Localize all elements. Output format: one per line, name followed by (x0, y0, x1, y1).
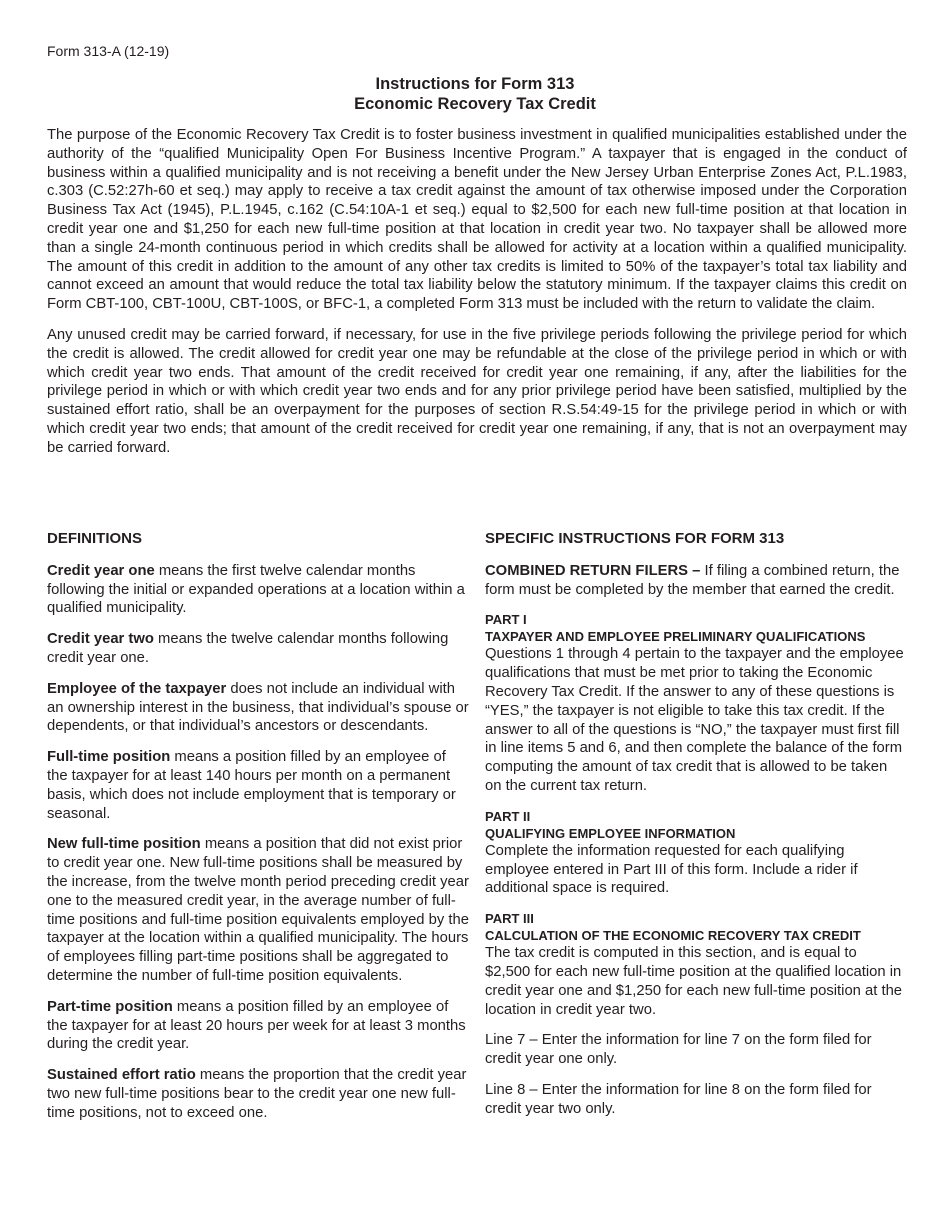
definition-text: means a position filled by an employee of the taxpayer for at least 20 hours per week for at least 3 months during the credit year. (47, 998, 466, 1053)
definition-term: Credit year one (47, 562, 155, 579)
definition-term: New full-time position (47, 836, 201, 853)
intro-paragraph-purpose: The purpose of the Economic Recovery Tax Credit is to foster business investment in qualified municipalities established under the authority of the “qualified Municipality Open For Business Incentive Program.” A taxpayer that is engaged in the conduct of business within a qualified municipality and is not receiving a benefit under the New Jersey Urban Enterprise Zones Act, P.L.1983, c.303 (C.52:27h-60 et seq.) may apply to receive a tax credit against the amount of tax otherwise imposed under the Corporation Business Tax Act (1945), P.L.1945, c.162 (C.54:10A-1 et seq.) equal to $2,500 for each new full-time position at that location in credit year one and $1,250 for each new full-time position at that location in credit year two. No taxpayer shall be allowed more than a single 24-month continuous period in which credits shall be allowed for activity at a location within a qualified municipality. The amount of this credit in addition to the amount of any other tax credits is limited to 50% of the taxpayer’s total tax liability and cannot exceed an amount that would reduce the total tax liability below the statutory minimum. If the taxpayer claims this credit on Form CBT-100, CBT-100U, CBT-100S, or BFC-1, a completed Form 313 must be included with the return to validate the claim. (47, 127, 907, 313)
definition-part-time-position (47, 998, 469, 1054)
part-1-text: Questions 1 through 4 pertain to the taxpayer and the employee qualifications that must be met prior to taking the Economic Recovery Tax Credit. If the answer to any of these questions is “YES,” the taxpayer is not eligible to take this tax credit. If the answer to all of the questions is “NO,” the taxpayer must first fill in line items 5 and 6, and then complete the balance of the form computing the amount of tax credit that is allowed to be taken on the current tax return. (485, 646, 904, 794)
definition-sustained-effort-ratio (47, 1066, 469, 1122)
definition-full-time-position (47, 748, 469, 823)
definition-term: Full-time position (47, 749, 171, 766)
document-title-block (0, 74, 950, 114)
line-7-instruction: Line 7 – Enter the information for line 7 on the form filed for credit year one only. (485, 1032, 872, 1068)
definition-term: Sustained effort ratio (47, 1067, 196, 1084)
definition-term: Part-time position (47, 998, 173, 1015)
specific-instructions-column (485, 530, 905, 1131)
combined-return-lead: COMBINED RETURN FILERS – (485, 562, 701, 579)
part-2-label: PART II (485, 808, 531, 824)
specific-instructions-heading: SPECIFIC INSTRUCTIONS FOR FORM 313 (485, 530, 785, 547)
part-3-label: PART III (485, 911, 534, 927)
definition-employee-of-taxpayer (47, 680, 469, 736)
part-3-title: CALCULATION OF THE ECONOMIC RECOVERY TAX CREDIT (485, 928, 861, 944)
page-subtitle: Economic Recovery Tax Credit (354, 95, 596, 113)
definition-text: means the proportion that the credit year two new full-time positions bear to the credit year one new full-time positions, not to exceed one. (47, 1067, 467, 1121)
part-3-text: The tax credit is computed in this section, and is equal to $2,500 for each new full-time position at the qualified location in credit year one and $1,250 for each new full-time position at the location in credit year two. (485, 945, 903, 1018)
intro-paragraph-carryforward: Any unused credit may be carried forward, if necessary, for use in the five privilege periods following the privilege period for which the credit is allowed. The credit allowed for credit year one may be refundable at the close of the privilege period in which or with which credit year two ends. That amount of the credit received for credit year one remaining, if any, after the liabilities for the privilege period in which or with which credit year two ends and for any prior privilege period have been satisfied, multiplied by the sustained effort ratio, shall be an overpayment for the purposes of section R.S.54:49-15 for the privilege period in which or with which credit year two ends; that amount of the credit received for credit year one remaining, if any, that is not an overpayment may be carried forward. (47, 326, 907, 456)
form-identifier: Form 313-A (12-19) (47, 43, 170, 59)
part-1-title: TAXPAYER AND EMPLOYEE PRELIMINARY QUALIFICATIONS (485, 629, 866, 645)
part-2-title: QUALIFYING EMPLOYEE INFORMATION (485, 825, 736, 841)
part-1-section (485, 611, 905, 795)
definition-text: means the twelve calendar months following credit year one. (47, 631, 449, 666)
page-title: Instructions for Form 313 (375, 75, 575, 93)
definition-text: means a position filled by an employee of the taxpayer for at least 140 hours per month on a permanent basis, which does not include employment that is temporary or seasonal. (47, 749, 456, 822)
definition-term: Credit year two (47, 631, 154, 648)
definition-credit-year-two (47, 630, 469, 668)
part-2-text: Complete the information requested for each qualifying employee entered in Part III of this form. Include a rider if additional space is required. (485, 842, 858, 897)
part-3-section (485, 910, 905, 1019)
definition-term: Employee of the taxpayer (47, 680, 227, 697)
definition-text: means the first twelve calendar months following the initial or expanded operations at a location within a qualified municipality. (47, 562, 465, 617)
line-8-instruction: Line 8 – Enter the information for line 8 on the form filed for credit year two only. (485, 1081, 872, 1117)
definition-new-full-time-position (47, 835, 469, 985)
part-2-section (485, 808, 905, 898)
definitions-heading: DEFINITIONS (47, 530, 143, 547)
definition-credit-year-one (47, 562, 469, 618)
definition-text: means a position that did not exist prior to credit year one. New full-time positions shall be measured by the increase, from the twelve month period preceding credit year one to the measured credit year, in the average number of full-time positions and full-time position equivalents employed by the taxpayer at the location within a qualified municipality. The hours of employees filling part-time positions shall be aggregated to determine the number of full-time position equivalents. (47, 836, 469, 984)
intro-section (47, 126, 907, 470)
part-1-label: PART I (485, 612, 527, 628)
combined-return-text: If filing a combined return, the form must be completed by the member that earned the credit. (485, 562, 900, 598)
definition-text: does not include an individual with an ownership interest in the business, that individual’s spouse or dependents, or that individual’s ancestors or descendants. (47, 680, 469, 735)
definitions-column (47, 530, 469, 1135)
combined-return-filers (485, 562, 905, 600)
